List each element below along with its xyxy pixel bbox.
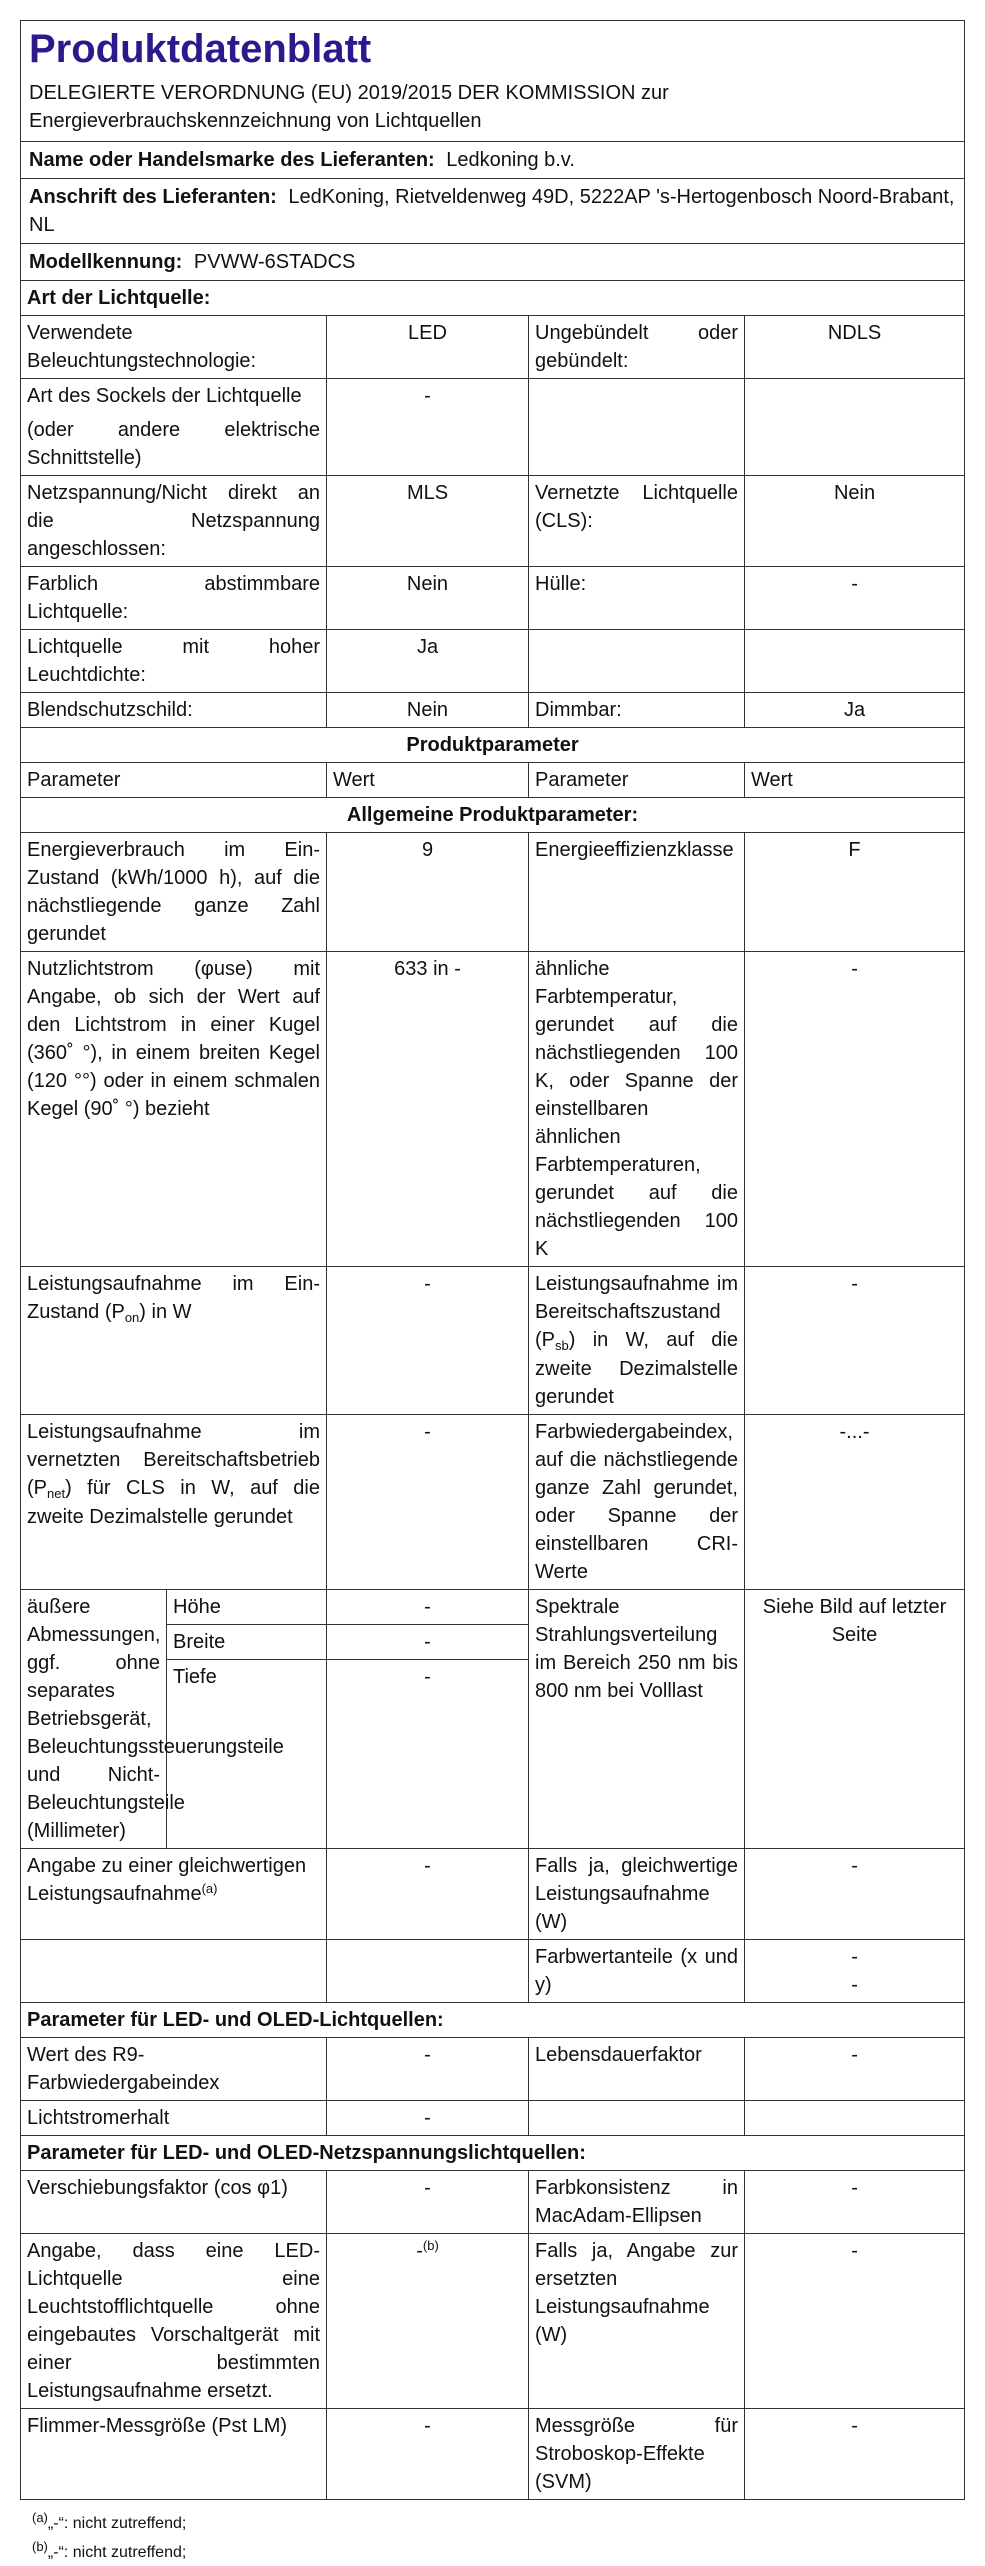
focus-value: NDLS — [745, 316, 965, 379]
equiv-yes-value: - — [745, 1849, 965, 1940]
table-row — [21, 1940, 965, 2003]
flux-value: 633 in - — [327, 952, 529, 1267]
dimmable-label: Dimmbar: — [529, 693, 745, 728]
table-row — [21, 630, 965, 693]
chroma-y-value: - — [851, 1974, 858, 1997]
replace-footnote-mark: (b) — [422, 2238, 439, 2254]
page-title: Produktdatenblatt — [29, 27, 372, 71]
footnote-a-mark: (a) — [32, 2510, 48, 2525]
col-header-value: Wert — [327, 763, 529, 798]
table-row — [21, 2234, 965, 2409]
svm-value: - — [745, 2409, 965, 2500]
footnote-b-mark: (b) — [32, 2538, 48, 2554]
table-row — [21, 2101, 965, 2136]
table-row — [21, 1590, 965, 1849]
psb-label-unit: ) in W, auf die zweite Dezimalstelle gerundet — [535, 1329, 738, 1409]
pon-value: - — [327, 1267, 529, 1415]
macadam-value: - — [745, 2171, 965, 2234]
footnotes — [32, 2508, 186, 2566]
equiv-value: - — [327, 1849, 529, 1940]
pnet-value: - — [327, 1415, 529, 1590]
cri-label: Farbwiedergabeindex, auf die nächstliegende ganze Zahl gerundet, oder Spanne der einstellbaren CRI-Werte — [529, 1415, 745, 1590]
antiglare-label: Blendschutzschild: — [21, 693, 327, 728]
psb-value: - — [745, 1267, 965, 1415]
cri-value: -...- — [745, 1415, 965, 1590]
pon-label-unit: ) in W — [139, 1301, 192, 1323]
product-params-header-row — [21, 728, 965, 763]
cct-value: - — [745, 952, 965, 1267]
type-header-row — [21, 281, 965, 316]
table-row — [21, 567, 965, 630]
table-row — [21, 693, 965, 728]
table-row — [21, 1415, 965, 1590]
dims-values — [327, 1590, 529, 1849]
supplier-name-row — [21, 142, 965, 179]
r9-label: Wert des R9-Farbwiedergabeindex — [21, 2038, 327, 2101]
socket-label-note: (oder andere elektrische Schnittstelle) — [27, 419, 320, 469]
pnet-label-text: Leistungsaufnahme im vernetzten Bereitschaftsbetrieb (P — [27, 1421, 320, 1500]
pon-subscript: on — [124, 1310, 140, 1325]
socket-value: - — [327, 379, 529, 476]
model-value: PVWW-6STADCS — [193, 251, 356, 273]
height-value: - — [327, 1590, 528, 1625]
col-header-value-2: Wert — [745, 763, 965, 798]
datasheet-table — [20, 20, 965, 2500]
replace-value-cell — [327, 2234, 529, 2409]
depth-value: - — [424, 1666, 431, 1689]
mains-header-row — [21, 2136, 965, 2171]
footnote-b-text: „-“: nicht zutreffend; — [47, 2543, 187, 2561]
general-params-header: Allgemeine Produktparameter: — [21, 798, 965, 833]
type-section-header: Art der Lichtquelle: — [21, 281, 965, 316]
efficiency-label: Energieeffizienzklasse — [529, 833, 745, 952]
table-row — [21, 1849, 965, 1940]
spd-label: Spektrale Strahlungsverteilung im Bereich 250 nm bis 800 nm bei Volllast — [529, 1590, 745, 1849]
svm-label: Messgröße für Stroboskop-Effekte (SVM) — [529, 2409, 745, 2500]
footnote-a-text: „-“: nicht zutreffend; — [47, 2515, 187, 2532]
energy-label: Energieverbrauch im Ein-Zustand (kWh/1000 h), auf die nächstliegende ganze Zahl gerundet — [21, 833, 327, 952]
psb-subscript: sb — [555, 1338, 569, 1353]
pon-label-text: Leistungsaufnahme im Ein-Zustand (P — [27, 1273, 320, 1323]
supplier-address-value: LedKoning, Rietveldenweg 49D, 5222AP 's-Hertogenbosch Noord-Brabant, NL — [29, 186, 955, 236]
chroma-label: Farbwertanteile (x und y) — [529, 1940, 745, 2003]
pnet-label — [21, 1415, 327, 1590]
table-row — [21, 2171, 965, 2234]
column-header-row — [21, 763, 965, 798]
table-row — [21, 2038, 965, 2101]
survival-label: Lebensdauerfaktor — [529, 2038, 745, 2101]
depth-label: Tiefe — [173, 1666, 217, 1689]
table-row — [21, 1267, 965, 1415]
connected-value: Nein — [745, 476, 965, 567]
model-row — [21, 244, 965, 281]
replace-value: - — [416, 2240, 423, 2263]
r9-value: - — [327, 2038, 529, 2101]
footnote-a — [32, 2508, 186, 2537]
general-header-row — [21, 798, 965, 833]
supplier-address-label: Anschrift des Lieferanten: — [29, 186, 277, 208]
energy-value: 9 — [327, 833, 529, 952]
supplier-name-value: Ledkoning b.v. — [446, 149, 575, 171]
chroma-values — [745, 1940, 965, 2003]
maintenance-value: - — [327, 2101, 529, 2136]
psb-label-text: Leistungsaufnahme im Bereitschaftszustand (P — [535, 1273, 738, 1351]
high-luminance-label: Lichtquelle mit hoher Leuchtdichte: — [21, 630, 327, 693]
socket-label: Art des Sockels der Lichtquelle — [27, 385, 302, 407]
footnote-b — [32, 2537, 186, 2566]
col-header-param-2: Parameter — [529, 763, 745, 798]
regulation-text: DELEGIERTE VERORDNUNG (EU) 2019/2015 DER KOMMISSION zur Energieverbrauchskennzeichnung von Lichtquellen — [29, 82, 669, 132]
displacement-value: - — [327, 2171, 529, 2234]
focus-label: Ungebündelt oder gebündelt: — [529, 316, 745, 379]
pnet-subscript: net — [47, 1486, 66, 1502]
replace-yes-value: - — [745, 2234, 965, 2409]
supplier-address-row — [21, 179, 965, 244]
mains-params-header: Parameter für LED- und OLED-Netzspannungslichtquellen: — [21, 2136, 965, 2171]
width-value: - — [327, 1625, 528, 1660]
chroma-x-value: - — [851, 1946, 858, 1969]
flicker-value: - — [327, 2409, 529, 2500]
survival-value: - — [745, 2038, 965, 2101]
antiglare-value: Nein — [327, 693, 529, 728]
envelope-label: Hülle: — [529, 567, 745, 630]
pon-label — [21, 1267, 327, 1415]
efficiency-value: F — [745, 833, 965, 952]
mains-value: MLS — [327, 476, 529, 567]
tech-value: LED — [327, 316, 529, 379]
header-row — [21, 21, 965, 142]
mains-label: Netzspannung/Nicht direkt an die Netzspannung angeschlossen: — [21, 476, 327, 567]
high-luminance-value: Ja — [327, 630, 529, 693]
supplier-name-label: Name oder Handelsmarke des Lieferanten: — [29, 149, 435, 171]
led-header-row — [21, 2003, 965, 2038]
connected-label: Vernetzte Lichtquelle (CLS): — [529, 476, 745, 567]
col-header-param: Parameter — [21, 763, 327, 798]
flicker-label: Flimmer-Messgröße (Pst LM) — [21, 2409, 327, 2500]
table-row — [21, 2409, 965, 2500]
equiv-footnote-mark: (a) — [201, 1881, 218, 1897]
dimmable-value: Ja — [745, 693, 965, 728]
table-row — [21, 476, 965, 567]
product-params-header: Produktparameter — [21, 728, 965, 763]
table-row — [21, 379, 965, 476]
height-label: Höhe — [167, 1590, 326, 1625]
table-row — [21, 833, 965, 952]
table-row — [21, 316, 965, 379]
pnet-label-unit: ) für CLS in W, auf die zweite Dezimalstelle gerundet — [27, 1477, 320, 1529]
width-label: Breite — [167, 1625, 326, 1660]
dims-sublabels — [167, 1590, 327, 1849]
maintenance-label: Lichtstromerhalt — [21, 2101, 327, 2136]
psb-label — [529, 1267, 745, 1415]
colour-tunable-label: Farblich abstimmbare Lichtquelle: — [21, 567, 327, 630]
replace-label: Angabe, dass eine LED-Lichtquelle eine Leuchtstofflichtquelle ohne eingebautes Vorschaltgerät mit einer bestimmten Leistungsaufnahme ersetzt. — [21, 2234, 327, 2409]
led-params-header: Parameter für LED- und OLED-Lichtquellen: — [21, 2003, 965, 2038]
tech-label: Verwendete Beleuchtungstechnologie: — [21, 316, 327, 379]
product-datasheet — [20, 20, 964, 2500]
envelope-value: - — [745, 567, 965, 630]
colour-tunable-value: Nein — [327, 567, 529, 630]
model-label: Modellkennung: — [29, 251, 183, 273]
table-row — [21, 952, 965, 1267]
dims-label: äußere Abmessungen, ggf. ohne separates Betriebsgerät, Beleuchtungssteuerungsteile und Nicht-Beleuchtungsteile (Millimeter) — [21, 1590, 167, 1849]
equiv-label — [21, 1849, 327, 1940]
displacement-label: Verschiebungsfaktor (cos φ1) — [21, 2171, 327, 2234]
spd-value: Siehe Bild auf letzter Seite — [745, 1590, 965, 1849]
replace-yes-label: Falls ja, Angabe zur ersetzten Leistungsaufnahme (W) — [529, 2234, 745, 2409]
equiv-label-text: Angabe zu einer gleichwertigen Leistungsaufnahme — [27, 1855, 307, 1906]
equiv-yes-label: Falls ja, gleichwertige Leistungsaufnahme (W) — [529, 1849, 745, 1940]
flux-label: Nutzlichtstrom (φuse) mit Angabe, ob sich der Wert auf den Lichtstrom in einer Kugel (360˚ °), in einem breiten Kegel (120 °°) oder in einem schmalen Kegel (90˚ °) bezieht — [21, 952, 327, 1267]
macadam-label: Farbkonsistenz in MacAdam-Ellipsen — [529, 2171, 745, 2234]
cct-label: ähnliche Farbtemperatur, gerundet auf die nächstliegenden 100 K, oder Spanne der einstellbaren ähnlichen Farbtemperaturen, gerundet auf die nächstliegenden 100 K — [529, 952, 745, 1267]
